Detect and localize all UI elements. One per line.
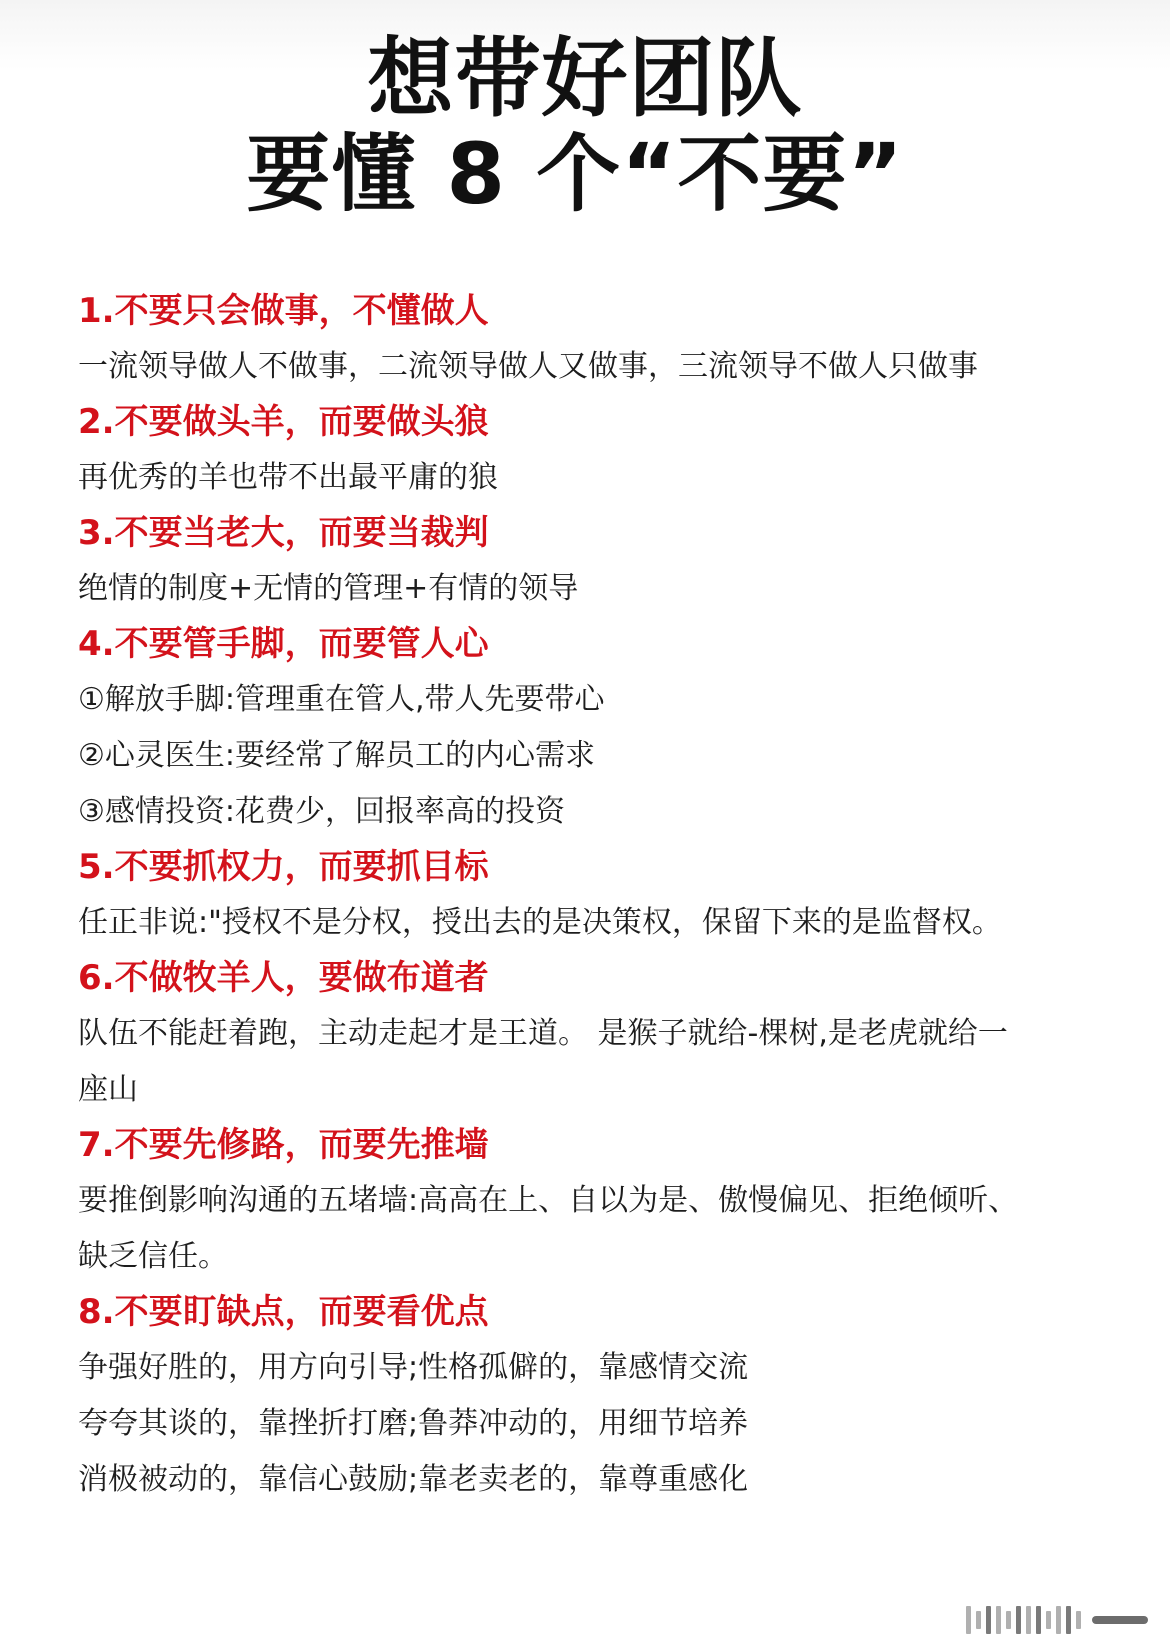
section-text: 座山 (78, 1072, 138, 1107)
section-heading: 7.不要先修路，而要先推墙 (78, 1125, 489, 1165)
section-text: 队伍不能赶着跑，主动走起才是王道。 是猴子就给-棵树,是老虎就给一 (78, 1016, 1008, 1051)
content-list (78, 291, 1108, 1518)
section-4 (78, 624, 1108, 829)
section-7 (78, 1125, 1108, 1274)
section-text: ②心灵医生:要经常了解员工的内心需求 (78, 738, 596, 773)
section-heading: 8.不要盯缺点，而要看优点 (78, 1292, 489, 1332)
section-text: 争强好胜的，用方向引导;性格孤僻的，靠感情交流 (78, 1350, 749, 1385)
page-title: 想带好团队 (367, 29, 803, 129)
section-heading: 3.不要当老大，而要当裁判 (78, 513, 489, 553)
section-5 (78, 847, 1108, 940)
section-heading: 2.不要做头羊，而要做头狼 (78, 402, 489, 442)
section-text: 夸夸其谈的，靠挫折打磨;鲁莽冲动的，用细节培养 (78, 1406, 749, 1441)
section-3 (78, 513, 1108, 606)
section-text: 绝情的制度+无情的管理+有情的领导 (78, 571, 579, 606)
section-heading: 6.不做牧羊人，要做布道者 (78, 958, 489, 998)
section-2 (78, 402, 1108, 495)
watermark-barcode-icon (966, 1606, 1148, 1634)
section-text: 缺乏信任。 (78, 1239, 228, 1274)
section-text: ①解放手脚:管理重在管人,带人先要带心 (78, 682, 605, 717)
section-text: 要推倒影响沟通的五堵墙:高高在上、自以为是、傲慢偏见、拒绝倾听、 (78, 1183, 1019, 1218)
section-text: 任正非说:"授权不是分权，授出去的是决策权，保留下来的是监督权。 (78, 905, 1002, 940)
section-text: ③感情投资:花费少，回报率高的投资 (78, 794, 566, 829)
section-text: 一流领导做人不做事，二流领导做人又做事，三流领导不做人只做事 (78, 349, 978, 384)
section-6 (78, 958, 1108, 1107)
section-heading: 5.不要抓权力，而要抓目标 (78, 847, 489, 887)
section-8 (78, 1292, 1108, 1497)
section-1 (78, 291, 1108, 384)
page-subtitle: 要懂 8 个“不要” (246, 125, 904, 223)
section-text: 再优秀的羊也带不出最平庸的狼 (78, 460, 498, 495)
section-heading: 1.不要只会做事，不懂做人 (78, 291, 489, 331)
section-text: 消极被动的，靠信心鼓励;靠老卖老的，靠尊重感化 (78, 1462, 749, 1497)
section-heading: 4.不要管手脚，而要管人心 (78, 624, 489, 664)
